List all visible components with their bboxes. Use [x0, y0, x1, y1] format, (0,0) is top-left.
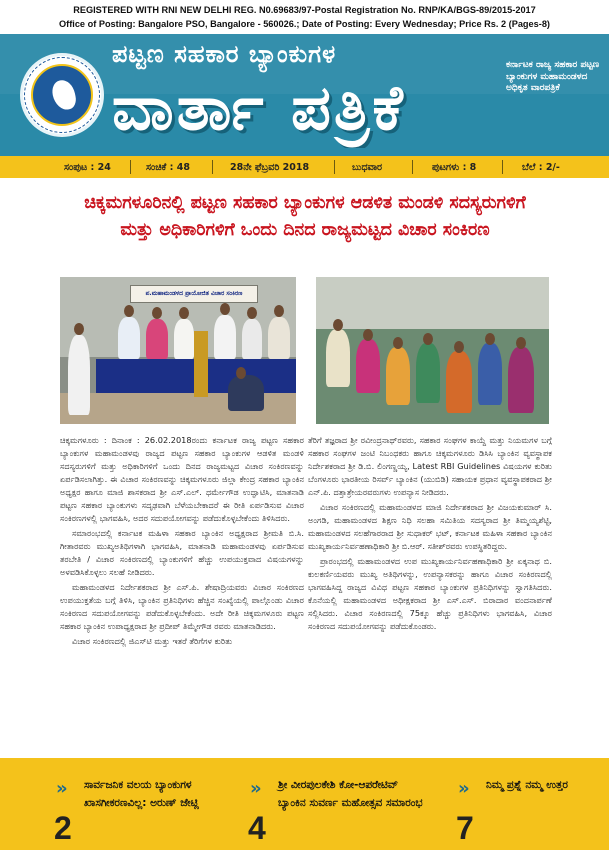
photo-person-head — [393, 337, 403, 349]
photo-person — [68, 335, 90, 415]
headline-line-1: ಚಿಕ್ಕಮಗಳೂರಿನಲ್ಲಿ ಪಟ್ಟಣ ಸಹಕಾರ ಬ್ಯಾಂಕುಗಳ ಆಡಳಿತ ಮಂಡಳಿ ಸದಸ್ಯರುಗಳಿಗೆ — [84, 193, 526, 213]
registration-line-1: REGISTERED WITH RNI NEW DELHI REG. N0.69683/97-Postal Registration No. RNP/KA/BGS-89/2015-2017 — [73, 5, 536, 15]
issue-pages: ಪುಟಗಳು : 8 — [432, 161, 477, 173]
photo-person-head — [152, 307, 162, 319]
registration-line-2: Office of Posting: Bangalore PSO, Bangalore - 560026.; Date of Posting: Every Wednesday; Price Rs. 2 (Pages-8) — [59, 19, 550, 29]
issue-date: 28ನೇ ಫೆಬ್ರವರಿ 2018 — [230, 161, 310, 173]
inside-page-number: 4 — [248, 810, 266, 846]
inside-page-title: ಸಾರ್ವಜನಿಕ ವಲಯ ಬ್ಯಾಂಕುಗಳ ಖಾಸಗೀಕರಣವಿಲ್ಲ: ಅರುಣ್ ಜೇಟ್ಲಿ — [84, 779, 199, 809]
article-column-left — [60, 434, 304, 650]
main-headline — [52, 190, 558, 244]
photo-person — [228, 375, 264, 411]
issue-divider — [212, 160, 213, 174]
issue-divider — [502, 160, 503, 174]
inside-page-link[interactable] — [32, 774, 222, 844]
karnataka-map-icon — [50, 78, 78, 112]
issue-volume: ಸಂಪುಟ : 24 — [64, 161, 111, 173]
inside-page-title: ನಿಮ್ಮ ಪ್ರಶ್ನೆ ನಮ್ಮ ಉತ್ತರ — [486, 779, 568, 791]
photo-audience — [316, 277, 549, 424]
issue-price: ಬೆಲೆ : 2/- — [522, 161, 560, 173]
photo-person-head — [333, 319, 343, 331]
issue-divider — [334, 160, 335, 174]
inside-page-number: 2 — [54, 810, 72, 846]
headline-line-2: ಮತ್ತು ಅಧಿಕಾರಿಗಳಿಗೆ ಒಂದು ದಿನದ ರಾಜ್ಯಮಟ್ಟದ ವಿಚಾರ ಸಂಕಿರಣ — [120, 220, 490, 240]
photo-person — [118, 317, 140, 359]
inside-pages-bar — [0, 758, 609, 850]
article-paragraph: ಪ್ರಾರಂಭದಲ್ಲಿ ಮಹಾಮಂಡಳದ ಉಪ ಮುಖ್ಯಕಾರ್ಯನಿರ್ವಹಣಾಧಿಕಾರಿ ಶ್ರೀ ಏಕ್ಕನಾಥ ಬಿ. ಕುಲಕರ್ಣಿಯವರು ಮುಖ್ಯ ಅತಿಥಿಗಳನ್ನು, ಉಪನ್ಯಾಸಕರನ್ನು ಹಾಗೂ ವಿಚಾರ ಸಂಕಿರಣದಲ್ಲಿ ಭಾಗವಹಿಸಿದ್ದ ರಾಜ್ಯದ ವಿವಿಧ ಪಟ್ಟಣ ಸಹಕಾರ ಬ್ಯಾಂಕುಗಳ ಪ್ರತಿನಿಧಿಗಳನ್ನು ಸ್ವಾಗತಿಸಿದರು. ಕೊನೆಯಲ್ಲಿ ಮಹಾಮಂಡಳದ ಅಧೀಕ್ಷಕರಾದ ಶ್ರೀ ಎಸ್.ಎಸ್. ಬಿರಾದಾರ ವಂದನಾರ್ಪಣೆ ಸಲ್ಲಿಸಿದರು. ವಿಚಾರ ಸಂಕಿರಣದಲ್ಲಿ 75ಕ್ಕೂ ಹೆಚ್ಚು ಪ್ರತಿನಿಧಿಗಳು ಭಾಗವಹಿಸಿ, ವಿಚಾರ ಸಂಕಿರಣದ ಸದುಪಯೋಗವನ್ನು ಪಡೆದುಕೊಂಡರು. — [308, 556, 552, 631]
photo-person-head — [516, 337, 526, 349]
issue-divider — [412, 160, 413, 174]
photo-person — [416, 343, 440, 403]
photo-hall-wall — [316, 277, 549, 329]
article-paragraph: ತೆರಿಗೆ ತಜ್ಞರಾದ ಶ್ರೀ ರವೀಂದ್ರನಾಥ್‌ರವರು, ಸಹಕಾರ ಸಂಘಗಳ ಕಾಯ್ದೆ ಮತ್ತು ನಿಯಮಗಳ ಬಗ್ಗೆ ಸಹಕಾರ ಸಂಘಗಳ ಜಂಟಿ ನಿಬಂಧಕರು ಹಾಗೂ ಚಿಕ್ಕಮಗಳೂರು ಡಿಸಿಸಿ ಬ್ಯಾಂಕಿನ ವ್ಯವಸ್ಥಾಪಕ ನಿರ್ದೇಶಕರಾದ ಶ್ರೀ ಡಿ.ಬಿ. ಲಿಂಗಣ್ಣಯ್ಯ, Latest RBI Guidelines ವಿಷಯಗಳ ಕುರಿತು ಬೆಂಗಳೂರು ಭಾರತೀಯ ರಿಸರ್ವ್ ಬ್ಯಾಂಕಿನ (ಯುಬಿಡಿ) ಸಹಾಯಕ ಪ್ರಧಾನ ವ್ಯವಸ್ಥಾಪಕರಾದ ಶ್ರೀ ಎನ್.ಪಿ. ದತ್ತಾತ್ರೇಯರವರುಗಳು ಉಪನ್ಯಾಸ ನೀಡಿದರು. — [308, 435, 552, 497]
article-paragraph: ವಿಚಾರ ಸಂಕಿರಣದಲ್ಲಿ ಮಹಾಮಂಡಳದ ಮಾಜಿ ನಿರ್ದೇಶಕರಾದ ಶ್ರೀ ವಿಜಯಕುಮಾರ್ ಸಿ. ಅಂಗಡಿ, ಮಹಾಮಂಡಳದ ಶಿಕ್ಷಣ ನಿಧಿ ಸಲಹಾ ಸಮಿತಿಯ ಸದಸ್ಯರಾದ ಶ್ರೀ ತಿಮ್ಮಯ್ಯಶೆಟ್ಟಿ, ಮಹಾಮಂಡಳದ ಸಲಹೆಗಾರರಾದ ಶ್ರೀ ಸುಧಾಕರ್ ಭಟ್, ಕರ್ನಾಟಕ ಮಹಿಳಾ ಸಹಕಾರ ಬ್ಯಾಂಕಿನ ಮುಖ್ಯಕಾರ್ಯನಿರ್ವಹಣಾಧಿಕಾರಿ ಶ್ರೀ ಬಿ.ಆರ್. ಸತೀಶ್‌ರವರು ಉಪಸ್ಥಿತರಿದ್ದರು. — [308, 502, 552, 551]
article-paragraph: ವಿಚಾರ ಸಂಕಿರಣದಲ್ಲಿ ಜಿಎಸ್‌ಟಿ ಮತ್ತು ಇತರೆ ತೆರಿಗೆಗಳ ಕುರಿತು — [72, 636, 233, 646]
photo-person — [146, 319, 168, 359]
masthead — [0, 34, 609, 156]
photo-person — [386, 347, 410, 405]
photo-person — [268, 317, 290, 359]
chevron-right-icon: » — [458, 778, 470, 799]
masthead-subtitle: ಪಟ್ಟಣ ಸಹಕಾರ ಬ್ಯಾಂಕುಗಳ — [112, 40, 337, 68]
inside-page-link[interactable] — [434, 774, 604, 844]
photo-person-head — [74, 323, 84, 335]
photo-brass-lamp — [194, 331, 208, 397]
issue-info-bar — [0, 156, 609, 178]
issue-number: ಸಂಚಿಕೆ : 48 — [146, 161, 190, 173]
photo-person-head — [363, 329, 373, 341]
photo-person-head — [454, 341, 464, 353]
inside-page-title: ಶ್ರೀ ವೀರಪುಲಕೇಶಿ ಕೋ-ಆಪರೇಟಿವ್ ಬ್ಯಾಂಕಿನ ಸುವರ್ಣ ಮಹೋತ್ಸವ ಸಮಾರಂಭ — [278, 779, 423, 809]
issue-divider — [130, 160, 131, 174]
article-paragraph: ಮಹಾಮಂಡಳದ ನಿರ್ದೇಶಕರಾದ ಶ್ರೀ ಎಸ್.ಪಿ. ಶೇಷಾದ್ರಿಯವರು ವಿಚಾರ ಸಂಕಿರಣದ ಉಪಯುಕ್ತತೆಯ ಬಗ್ಗೆ ತಿಳಿಸಿ, ಬ್ಯಾಂಕಿನ ಪ್ರತಿನಿಧಿಗಳು ಹೆಚ್ಚಿನ ಸಂಖ್ಯೆಯಲ್ಲಿ ಪಾಲ್ಗೊಂಡು ವಿಚಾರ ಸಂಕಿರಣದ ಸದುಪಯೋಗವನ್ನು ಪಡೆದುಕೊಳ್ಳಬೇಕೆಂದು. ಅದೇ ರೀತಿ ಚಿಕ್ಕಮಗಳೂರು ಪಟ್ಟಣ ಸಹಕಾರ ಬ್ಯಾಂಕಿನ ಉಪಾಧ್ಯಕ್ಷರಾದ ಶ್ರೀ ಪ್ರದೀಪ್ ತಿಮ್ಮೇಗೌಡ ರವರು ಮಾತನಾಡಿದರು. — [60, 582, 304, 631]
photo-person-head — [236, 367, 246, 379]
article-column-right — [308, 434, 552, 635]
masthead-title: ವಾರ್ತಾ ಪತ್ರಿಕೆ — [112, 71, 406, 144]
chevron-right-icon: » — [250, 778, 262, 799]
logo-emblem — [31, 64, 93, 126]
photo-person — [446, 351, 472, 413]
federation-logo — [20, 53, 104, 137]
photo-person — [242, 319, 262, 359]
photo-person-head — [179, 307, 189, 319]
photo-person — [326, 329, 350, 387]
inside-page-number: 7 — [456, 810, 474, 846]
photo-lamp-lighting — [60, 277, 296, 424]
photo-person-head — [124, 305, 134, 317]
photo-person-head — [485, 333, 495, 345]
article-paragraph: ಸಮಾರಂಭದಲ್ಲಿ ಕರ್ನಾಟಕ ಮಹಿಳಾ ಸಹಕಾರ ಬ್ಯಾಂಕಿನ ಅಧ್ಯಕ್ಷರಾದ ಶ್ರೀಮತಿ ಬಿ.ಸಿ. ಗೀತಾರವರು ಮುಖ್ಯಅತಿಥಿಗಳಾಗಿ ಭಾಗವಹಿಸಿ, ಮಾತನಾಡಿ ಮಹಾಮಂಡಳವು ಏರ್ಪಡಿಸುವ ತರಬೇತಿ / ವಿಚಾರ ಸಂಕಿರಣದಲ್ಲಿ ಬ್ಯಾಂಕುಗಳಿಗೆ ಹೆಚ್ಚು ಉಪಯುಕ್ತವಾದ ವಿಷಯಗಳನ್ನು ಅಳವಡಿಸಿಕೊಳ್ಳಲು ಸಲಹೆ ನೀಡಿದರು. — [60, 528, 304, 577]
masthead-org-note: ಕರ್ನಾಟಕ ರಾಜ್ಯ ಸಹಕಾರ ಪಟ್ಟಣ ಬ್ಯಾಂಕುಗಳ ಮಹಾಮಂಡಳದ ಅಧಿಕೃತ ವಾರಪತ್ರಿಕೆ — [506, 60, 600, 93]
chevron-right-icon: » — [56, 778, 68, 799]
photo-person — [478, 343, 502, 405]
article-paragraph: ಚಿಕ್ಕಮಗಳೂರು : ದಿನಾಂಕ : 26.02.2018ರಂದು ಕರ್ನಾಟಕ ರಾಜ್ಯ ಪಟ್ಟಣ ಸಹಕಾರ ಬ್ಯಾಂಕುಗಳ ಮಹಾಮಂಡಳವು ರಾಜ್ಯದ ಪಟ್ಟಣ ಸಹಕಾರ ಬ್ಯಾಂಕುಗಳ ಆಡಳಿತ ಮಂಡಳಿ ಸದಸ್ಯರುಗಳಿಗೆ ಮತ್ತು ಅಧಿಕಾರಿಗಳಿಗೆ ಒಂದು ದಿನದ ರಾಜ್ಯಮಟ್ಟದ ವಿಚಾರ ಸಂಕಿರಣವನ್ನು ಏರ್ಪಡಿಸಲಾಗಿತ್ತು. ಈ ವಿಚಾರ ಸಂಕಿರಣವನ್ನು ಚಿಕ್ಕಮಗಳೂರು ಜಿಲ್ಲಾ ಕೇಂದ್ರ ಸಹಕಾರ ಬ್ಯಾಂಕಿನ ಅಧ್ಯಕ್ಷರ ಹಾಗೂ ಮಾಜಿ ಶಾಸಕರಾದ ಶ್ರೀ ಎಸ್.ಎಲ್. ಧರ್ಮೇಗೌಡ ಉದ್ಘಾಟಿಸಿ, ಮಾತನಾಡಿ ಪಟ್ಟಣ ಸಹಕಾರ ಬ್ಯಾಂಕುಗಳು ಸದೃಢವಾಗಿ ಬೆಳೆಯಬೇಕಾದರೆ ಈ ರೀತಿ ಏರ್ಪಡಿಸುವ ವಿಚಾರ ಸಂಕಿರಣಗಳಲ್ಲಿ ಭಾಗವಹಿಸಿ, ಅದರ ಸದುಪಯೋಗವನ್ನು ಪಡೆದುಕೊಳ್ಳಬೇಕೆಂದು ತಿಳಿಸಿದರು. — [60, 435, 304, 523]
photo-person-head — [274, 305, 284, 317]
photo-person — [214, 315, 236, 359]
registration-header — [0, 0, 609, 34]
photo-person — [356, 339, 380, 393]
photo-person — [508, 347, 534, 413]
photo-person — [174, 319, 194, 359]
issue-weekday: ಬುಧವಾರ — [352, 161, 383, 173]
photo-person-head — [220, 303, 230, 315]
inside-page-link[interactable] — [226, 774, 426, 844]
photo-person-head — [423, 333, 433, 345]
photo-person-head — [247, 307, 257, 319]
photo-banner: ಪ.ಮಹಾಮಂಡಳದ ಪ್ರಾಯೋಜಿತ ವಿಚಾರ ಸಂಕಿರಣ — [130, 285, 258, 303]
